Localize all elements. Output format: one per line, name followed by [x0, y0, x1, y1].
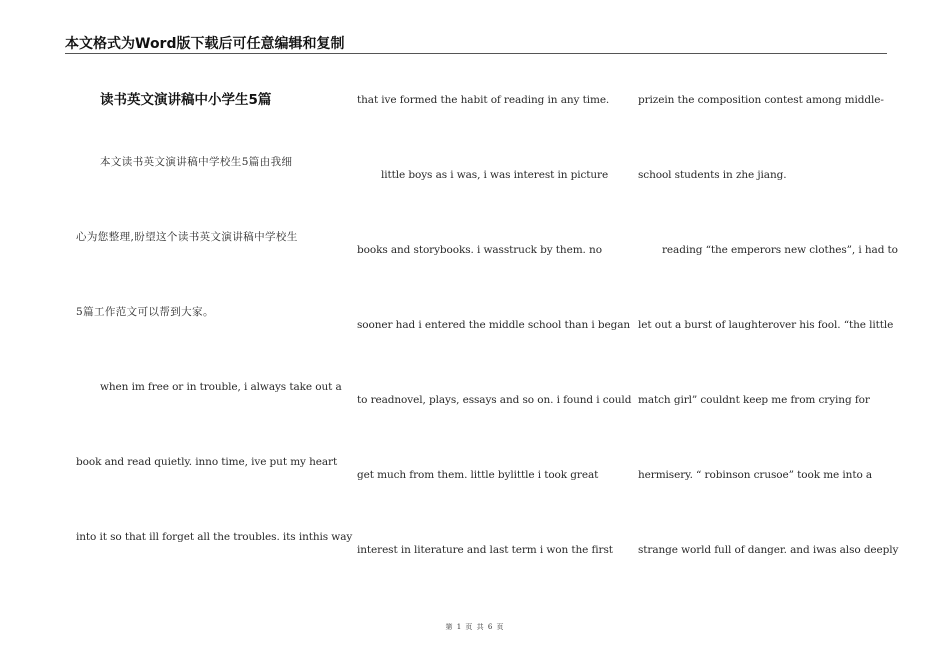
- text-line: interest in literature and last term i won the first: [357, 544, 613, 556]
- text-line: 本文读书英文演讲稿中学校生5篇由我细: [100, 156, 293, 168]
- text-line: sooner had i entered the middle school than i began: [357, 319, 631, 331]
- text-line: to readnovel, plays, essays and so on. i found i could: [357, 394, 632, 406]
- header-divider: [65, 53, 887, 54]
- text-line: hermisery. “ robinson crusoe” took me into a: [638, 469, 873, 481]
- document-title: 读书英文演讲稿中小学生5篇: [100, 92, 272, 108]
- text-line: when im free or in trouble, i always take out a: [100, 381, 342, 393]
- text-line: strange world full of danger. and iwas also deeply: [638, 544, 899, 556]
- text-line: that ive formed the habit of reading in any time.: [357, 94, 610, 106]
- text-line: let out a burst of laughterover his fool. “the little: [638, 319, 894, 331]
- text-line: get much from them. little bylittle i took great: [357, 469, 599, 481]
- text-line: prizein the composition contest among middle-: [638, 94, 884, 106]
- text-line: 5篇工作范文可以帮到大家。: [76, 306, 214, 318]
- text-line: little boys as i was, i was interest in picture: [381, 169, 609, 181]
- text-line: reading “the emperors new clothes”, i had to: [662, 244, 898, 256]
- text-line: books and storybooks. i wasstruck by them. no: [357, 244, 602, 256]
- page-header: 本文格式为Word版下载后可任意编辑和复制: [65, 36, 345, 52]
- text-line: book and read quietly. inno time, ive put my heart: [76, 456, 338, 468]
- text-line: into it so that ill forget all the troubles. its inthis way: [76, 531, 353, 543]
- text-line: 心为您整理,盼望这个读书英文演讲稿中学校生: [76, 231, 298, 243]
- page-number: 第 1 页 共 6 页: [445, 623, 505, 631]
- text-line: match girl” couldnt keep me from crying for: [638, 394, 870, 406]
- text-line: school students in zhe jiang.: [638, 169, 787, 181]
